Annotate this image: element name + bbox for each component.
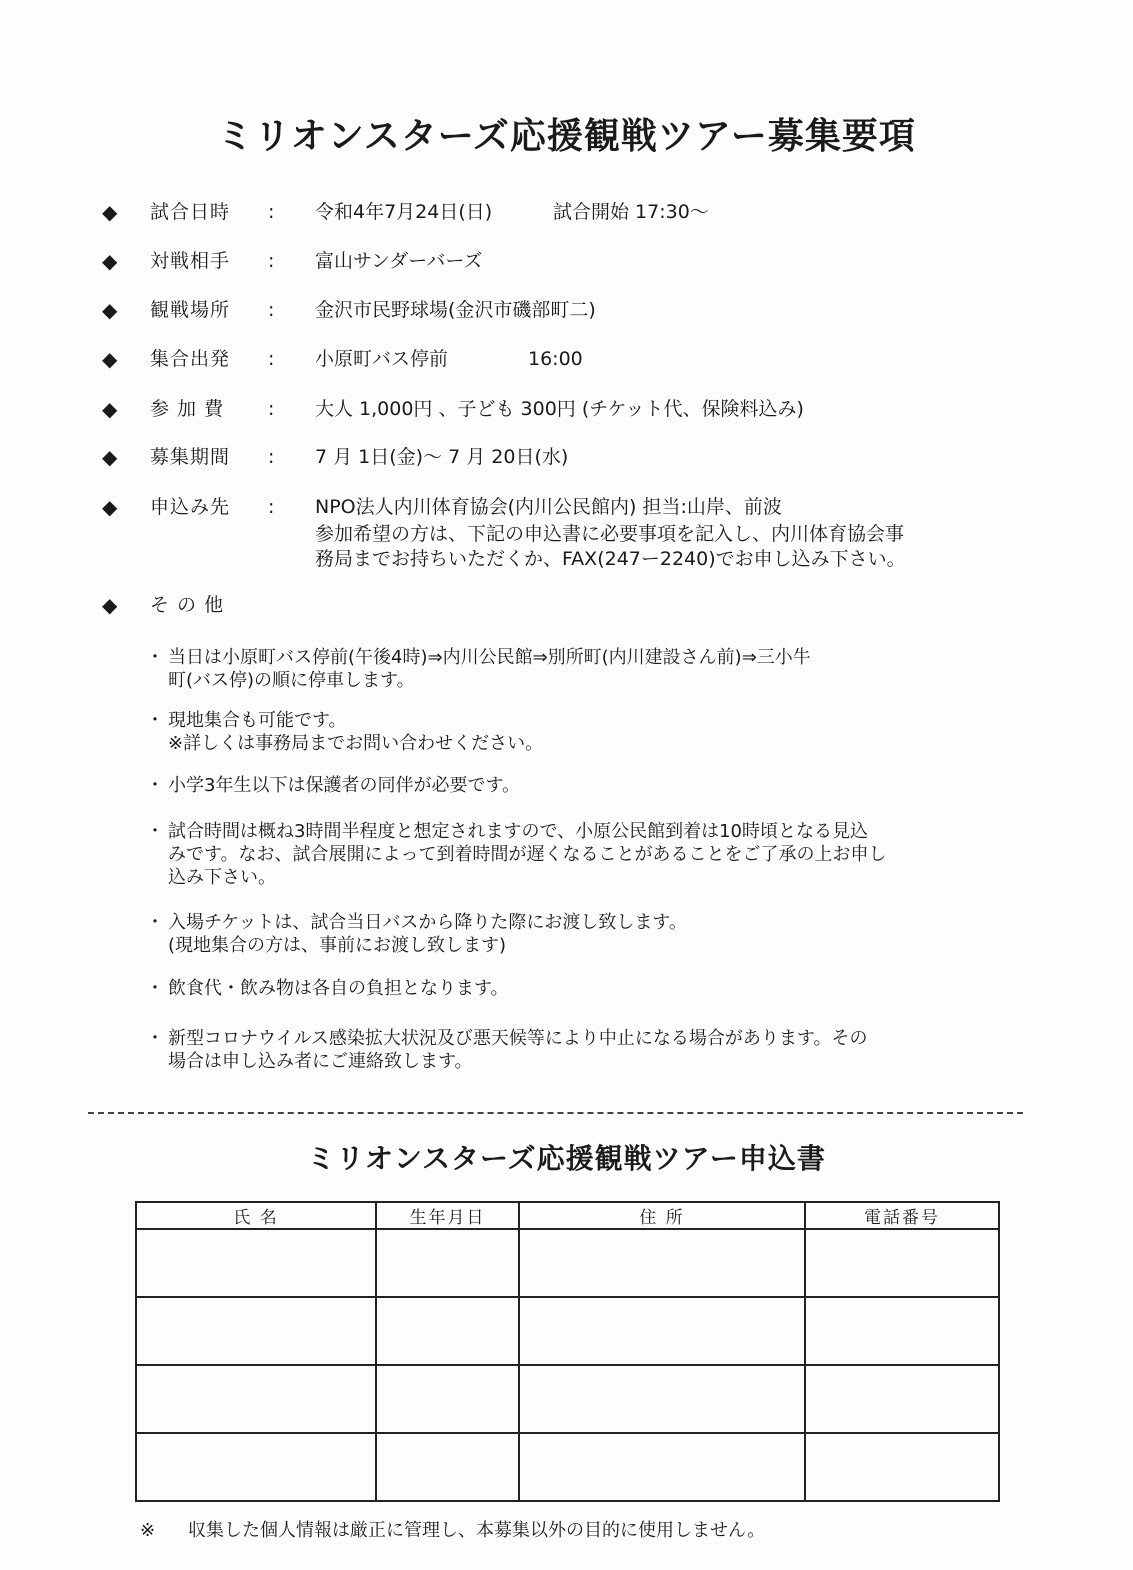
item-value: NPO法人内川体育協会(内川公民館内) 担当:山岸、前波 bbox=[315, 496, 782, 518]
address-cell[interactable] bbox=[519, 1433, 805, 1501]
note-line: 入場チケットは、試合当日バスから降りた際にお渡し致します。 bbox=[168, 912, 687, 933]
form-row bbox=[136, 1297, 999, 1365]
address-cell[interactable] bbox=[519, 1229, 805, 1297]
dot-bullet-icon: ・ bbox=[146, 647, 164, 668]
phone-cell[interactable] bbox=[805, 1297, 999, 1365]
item-contact-line: 務局までお持ちいただくか、FAX(247ー2240)でお申し込み下さい。 bbox=[315, 548, 906, 570]
item-colon: : bbox=[268, 398, 275, 420]
item-value: 令和4年7月24日(日) bbox=[315, 201, 493, 223]
dot-bullet-icon: ・ bbox=[146, 912, 164, 933]
item-label: 観戦場所 bbox=[150, 299, 231, 321]
cut-line-divider bbox=[88, 1112, 1023, 1114]
form-header-address: 住 所 bbox=[519, 1202, 805, 1229]
item-label: 集合出発 bbox=[150, 348, 231, 370]
application-form-table bbox=[135, 1201, 1000, 1502]
form-header-phone: 電話番号 bbox=[805, 1202, 999, 1229]
note-line: ※詳しくは事務局までお問い合わせください。 bbox=[168, 733, 544, 754]
item-label: 対戦相手 bbox=[150, 250, 231, 272]
birthdate-cell[interactable] bbox=[376, 1365, 519, 1433]
dot-bullet-icon: ・ bbox=[146, 978, 164, 999]
address-cell[interactable] bbox=[519, 1365, 805, 1433]
item-value: 金沢市民野球場(金沢市磯部町二) bbox=[315, 299, 596, 321]
item-value-extra: 16:00 bbox=[528, 348, 583, 370]
note-line: 当日は小原町バス停前(午後4時)⇒内川公民館⇒別所町(内川建設さん前)⇒三小牛 bbox=[168, 647, 811, 668]
footnote-text: 収集した個人情報は厳正に管理し、本募集以外の目的に使用しません。 bbox=[188, 1520, 766, 1541]
item-colon: : bbox=[268, 201, 275, 223]
note-line: 町(バス停)の順に停車します。 bbox=[168, 670, 415, 691]
form-header-birthdate: 生年月日 bbox=[376, 1202, 519, 1229]
item-value-extra: 試合開始 17:30～ bbox=[553, 201, 709, 223]
birthdate-cell[interactable] bbox=[376, 1433, 519, 1501]
dot-bullet-icon: ・ bbox=[146, 710, 164, 731]
diamond-bullet-icon: ◆ bbox=[102, 397, 118, 421]
item-contact-line: 参加希望の方は、下記の申込書に必要事項を記入し、内川体育協会事 bbox=[315, 523, 905, 545]
item-colon: : bbox=[268, 250, 275, 272]
form-row bbox=[136, 1365, 999, 1433]
birthdate-cell[interactable] bbox=[376, 1297, 519, 1365]
diamond-bullet-icon: ◆ bbox=[102, 347, 118, 371]
item-label: 参 加 費 bbox=[150, 398, 225, 420]
dot-bullet-icon: ・ bbox=[146, 821, 164, 842]
note-line: 新型コロナウイルス感染拡大状況及び悪天候等により中止になる場合があります。その bbox=[168, 1028, 868, 1049]
note-mark-icon: ※ bbox=[140, 1520, 156, 1541]
phone-cell[interactable] bbox=[805, 1433, 999, 1501]
item-value: 小原町バス停前 bbox=[315, 348, 449, 370]
item-label: 試合日時 bbox=[150, 201, 231, 223]
name-cell[interactable] bbox=[136, 1297, 376, 1365]
name-cell[interactable] bbox=[136, 1229, 376, 1297]
item-colon: : bbox=[268, 348, 275, 370]
item-colon: : bbox=[268, 496, 275, 518]
name-cell[interactable] bbox=[136, 1433, 376, 1501]
item-colon: : bbox=[268, 446, 275, 468]
diamond-bullet-icon: ◆ bbox=[102, 200, 118, 224]
diamond-bullet-icon: ◆ bbox=[102, 593, 118, 617]
note-line: 小学3年生以下は保護者の同伴が必要です。 bbox=[168, 775, 521, 796]
note-line: みです。なお、試合展開によって到着時間が遅くなることがあることをご了承の上お申し bbox=[168, 844, 887, 865]
note-line: 試合時間は概ね3時間半程度と想定されますので、小原公民館到着は10時頃となる見込 bbox=[168, 821, 868, 842]
form-row bbox=[136, 1433, 999, 1501]
page-title: ミリオンスターズ応援観戦ツアー募集要項 bbox=[217, 116, 916, 157]
note-line: 込み下さい。 bbox=[168, 867, 276, 888]
form-header-row bbox=[136, 1202, 999, 1229]
item-colon: : bbox=[268, 299, 275, 321]
dot-bullet-icon: ・ bbox=[146, 1028, 164, 1049]
note-line: 場合は申し込み者にご連絡致します。 bbox=[168, 1051, 473, 1072]
item-label: 申込み先 bbox=[150, 496, 231, 518]
form-title: ミリオンスターズ応援観戦ツアー申込書 bbox=[307, 1142, 826, 1175]
item-label: そ の 他 bbox=[150, 594, 225, 616]
note-line: 飲食代・飲み物は各自の負担となります。 bbox=[168, 978, 509, 999]
diamond-bullet-icon: ◆ bbox=[102, 445, 118, 469]
item-label: 募集期間 bbox=[150, 446, 231, 468]
item-value: 大人 1,000円 、子ども 300円 (チケット代、保険料込み) bbox=[315, 398, 804, 420]
diamond-bullet-icon: ◆ bbox=[102, 495, 118, 519]
form-row bbox=[136, 1229, 999, 1297]
dot-bullet-icon: ・ bbox=[146, 775, 164, 796]
phone-cell[interactable] bbox=[805, 1365, 999, 1433]
form-header-name: 氏 名 bbox=[136, 1202, 376, 1229]
item-value: 富山サンダーバーズ bbox=[315, 250, 483, 272]
note-line: (現地集合の方は、事前にお渡し致します) bbox=[168, 935, 507, 956]
phone-cell[interactable] bbox=[805, 1229, 999, 1297]
diamond-bullet-icon: ◆ bbox=[102, 298, 118, 322]
address-cell[interactable] bbox=[519, 1297, 805, 1365]
note-line: 現地集合も可能です。 bbox=[168, 710, 347, 731]
diamond-bullet-icon: ◆ bbox=[102, 249, 118, 273]
birthdate-cell[interactable] bbox=[376, 1229, 519, 1297]
name-cell[interactable] bbox=[136, 1365, 376, 1433]
item-value: 7 月 1日(金)～ 7 月 20日(水) bbox=[315, 446, 569, 468]
